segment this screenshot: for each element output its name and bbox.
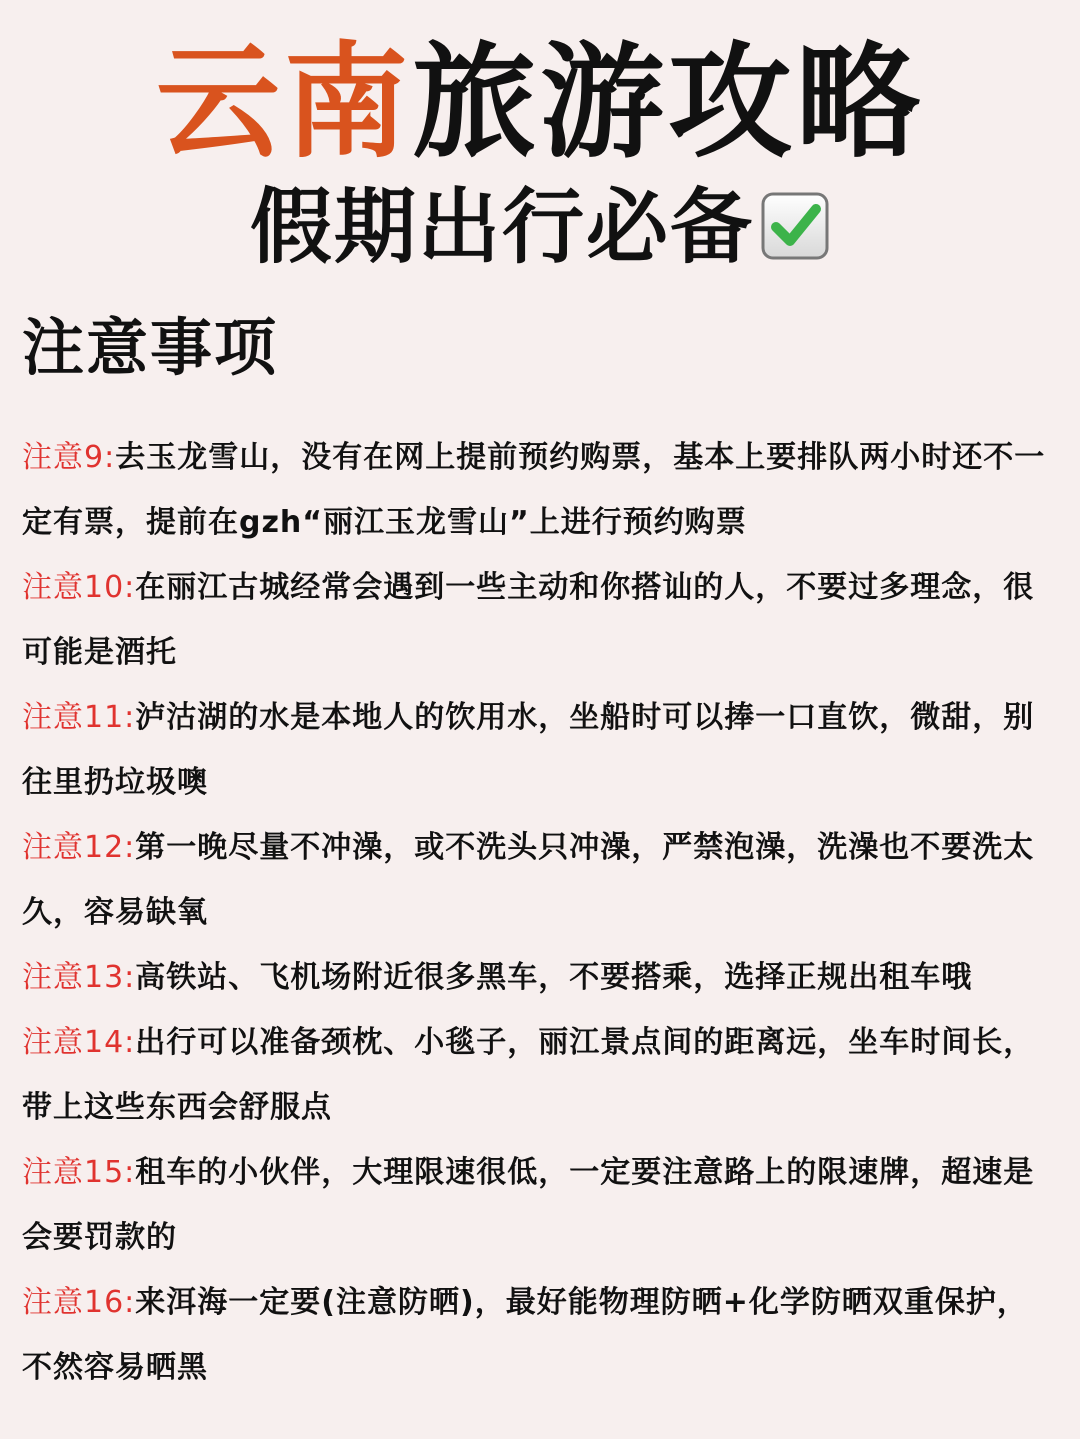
page-subtitle (0, 180, 1080, 276)
note-label: 注意12: (22, 830, 136, 865)
note-label: 注意15: (22, 1155, 136, 1190)
note-text: 第一晚尽量不冲澡，或不洗头只冲澡，严禁泡澡，洗澡也不要洗太久，容易缺氧 (22, 830, 1035, 930)
section-heading: 注意事项 (22, 311, 279, 384)
note-item (22, 425, 1058, 555)
note-item (22, 685, 1058, 815)
note-text: 来洱海一定要(注意防晒)，最好能物理防晒+化学防晒双重保护，不然容易晒黑 (22, 1285, 1028, 1385)
note-item (22, 1270, 1058, 1400)
subtitle-text: 假期出行必备 (249, 180, 754, 275)
note-item (22, 945, 1058, 1010)
note-label: 注意10: (22, 570, 136, 605)
note-text: 出行可以准备颈枕、小毯子，丽江景点间的距离远，坐车时间长，带上这些东西会舒服点 (22, 1025, 1035, 1125)
note-text: 租车的小伙伴，大理限速很低，一定要注意路上的限速牌，超速是会要罚款的 (22, 1155, 1035, 1255)
note-item (22, 1140, 1058, 1270)
note-label: 注意16: (22, 1285, 136, 1320)
check-box-icon (760, 186, 830, 256)
note-label: 注意13: (22, 960, 136, 995)
note-item (22, 815, 1058, 945)
note-text: 在丽江古城经常会遇到一些主动和你搭讪的人，不要过多理念，很可能是酒托 (22, 570, 1035, 670)
note-text: 泸沽湖的水是本地人的饮用水，坐船时可以捧一口直饮，微甜，别往里扔垃圾噢 (22, 700, 1035, 800)
notes-list (22, 425, 1058, 1400)
note-label: 注意14: (22, 1025, 136, 1060)
note-item (22, 555, 1058, 685)
title-accent: 云南 (155, 31, 412, 175)
note-label: 注意11: (22, 700, 136, 735)
note-text: 高铁站、飞机场附近很多黑车，不要搭乘，选择正规出租车哦 (135, 960, 973, 995)
title-rest: 旅游攻略 (412, 31, 925, 175)
note-text: 去玉龙雪山，没有在网上提前预约购票，基本上要排队两小时还不一定有票，提前在gzh“丽江玉龙雪山”上进行预约购票 (22, 440, 1046, 540)
page-title (0, 28, 1080, 178)
note-label: 注意9: (22, 440, 116, 475)
note-item (22, 1010, 1058, 1140)
